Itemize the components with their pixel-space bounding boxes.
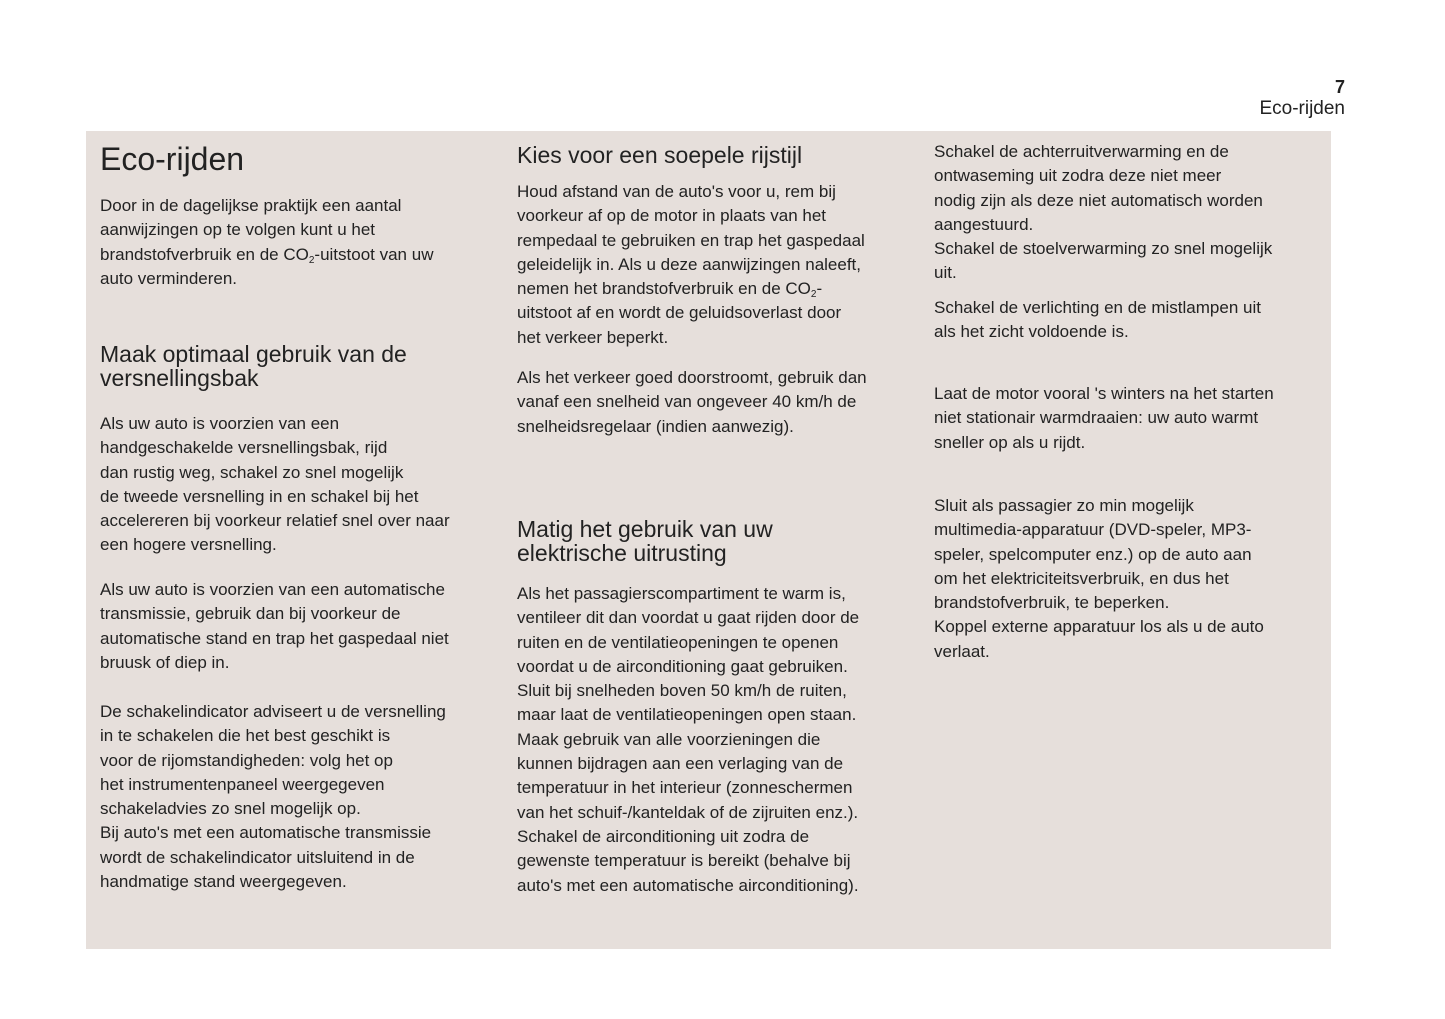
intro-text-start: Door in de dagelijkse praktijk een aantal aanwijzingen op te volgen kunt u het brandstofverbruik en de CO: [100, 196, 402, 264]
engine-warmup-paragraph: Laat de motor vooral 's winters na het starten niet stationair warmdraaien: uw auto warmt sneller op als u rijdt.: [934, 384, 1274, 452]
lighting-paragraph: Schakel de verlichting en de mistlampen uit als het zicht voldoende is.: [934, 298, 1261, 342]
co2-subscript: 2: [308, 254, 315, 266]
page-header: [1259, 76, 1345, 120]
gearbox-heading: Maak optimaal gebruik van de versnellingsbak: [100, 341, 407, 391]
page-number: 7: [1334, 77, 1345, 97]
gearbox-paragraph-manual: Als uw auto is voorzien van een handgeschakelde versnellingsbak, rijd dan rustig weg, schakel zo snel mogelijk de tweede versnelling in en schakel bij het accelereren bij voorkeur relatief snel over naar een hogere versnelling.: [100, 414, 450, 555]
cruise-control-paragraph: Als het verkeer goed doorstroomt, gebruik dan vanaf een snelheid van ongeveer 40 km/h de snelheidsregelaar (indien aanwezig).: [517, 368, 867, 436]
page-title: Eco-rijden: [100, 141, 245, 177]
multimedia-paragraph: Sluit als passagier zo min mogelijk multimedia-apparatuur (DVD-speler, MP3- speler, spelcomputer enz.) op de auto aan om het elektriciteitsverbruik, en dus het brandstofverbruik, te beperken. Koppel externe apparatuur los als u de auto verlaat.: [934, 496, 1264, 661]
driving-style-text-end: - uitstoot af en wordt de geluidsoverlast door het verkeer beperkt.: [517, 279, 842, 347]
electrical-equipment-heading: Matig het gebruik van uw elektrische uitrusting: [517, 516, 773, 566]
driving-style-heading: Kies voor een soepele rijstijl: [517, 142, 803, 168]
gearbox-paragraph-automatic: Als uw auto is voorzien van een automatische transmissie, gebruik dan bij voorkeur de automatische stand en trap het gaspedaal niet bruusk of diep in.: [100, 580, 449, 672]
heating-paragraph: Schakel de achterruitverwarming en de ontwaseming uit zodra deze niet meer nodig zijn als deze niet automatisch worden aangestuurd. Schakel de stoelverwarming zo snel mogelijk uit.: [934, 142, 1273, 283]
co2-subscript: 2: [810, 289, 817, 301]
intro-text-end: -uitstoot van uw auto verminderen.: [100, 244, 434, 288]
intro-paragraph: [100, 194, 433, 291]
content-panel: [86, 131, 1331, 949]
driving-style-text-start: Houd afstand van de auto's voor u, rem bij voorkeur af op de motor in plaats van het rempedaal te gebruiken en trap het gaspedaal geleidelijk in. Als u deze aanwijzingen naleeft, nemen het brandstofverbruik en de CO: [517, 182, 865, 299]
driving-style-paragraph: [517, 180, 865, 350]
shift-indicator-paragraph: De schakelindicator adviseert u de versnelling in te schakelen die het best geschikt is voor de rijomstandigheden: volg het op het instrumentenpaneel weergegeven schakeladvies zo snel mogelijk op. Bij auto's met een automatische transmissie wordt de schakelindicator uitsluitend in de handmatige stand weergegeven.: [100, 702, 446, 892]
section-name: Eco-rijden: [1259, 98, 1345, 119]
air-conditioning-paragraph: Als het passagierscompartiment te warm is, ventileer dit dan voordat u gaat rijden door de ruiten en de ventilatieopeningen te openen voordat u de airconditioning gaat gebruiken. Sluit bij snelheden boven 50 km/h de ruiten, maar laat de ventilatieopeningen open staan. Maak gebruik van alle voorzieningen die kunnen bijdragen aan een verlaging van de temperatuur in het interieur (zonneschermen van het schuif-/kanteldak of de zijruiten enz.). Schakel de airconditioning uit zodra de gewenste temperatuur is bereikt (behalve bij auto's met een automatische airconditioning).: [517, 584, 860, 895]
